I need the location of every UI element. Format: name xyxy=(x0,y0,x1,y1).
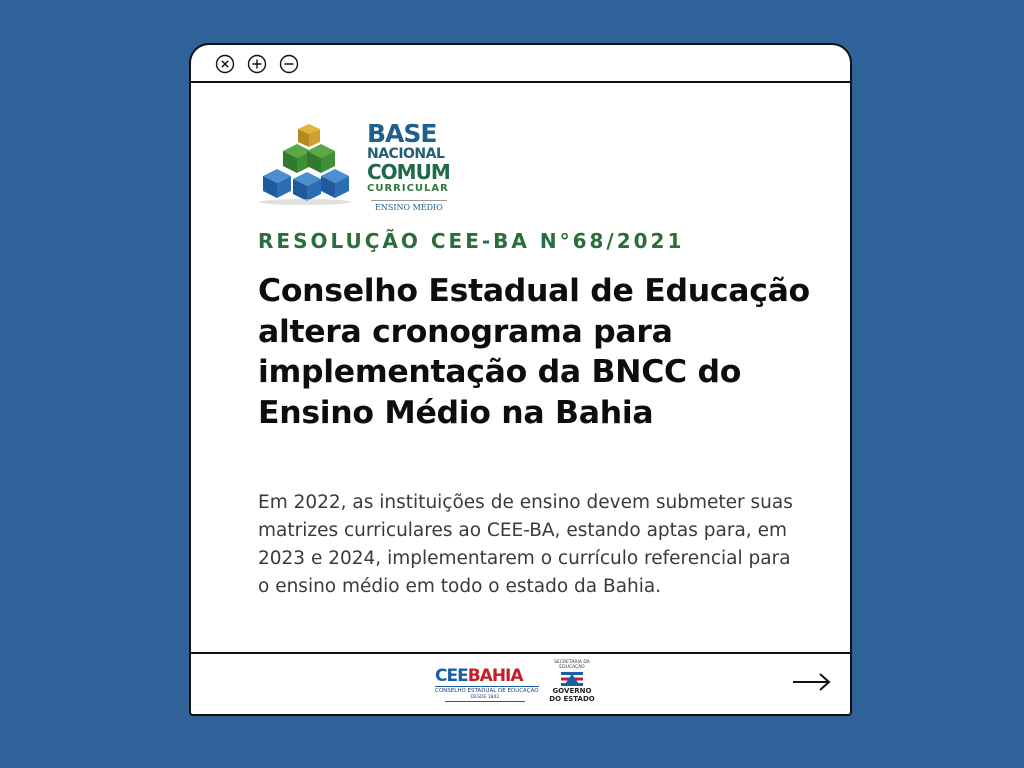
bncc-logo-text xyxy=(367,121,467,214)
bahia-flag-icon xyxy=(561,672,583,686)
post-footer xyxy=(191,652,850,714)
arrow-right-icon xyxy=(791,670,833,694)
cubes-icon xyxy=(249,121,359,205)
plus-icon xyxy=(247,54,267,74)
minus-icon xyxy=(279,54,299,74)
article-kicker: RESOLUÇÃO CEE-BA N°68/2021 xyxy=(258,229,685,253)
logo-line-ensino-medio: ENSINO MÉDIO xyxy=(371,200,447,213)
close-icon xyxy=(215,54,235,74)
article-body: Em 2022, as instituições de ensino devem submeter suas matrizes curriculares ao CEE-BA, estando aptas para, em 2023 e 2024, implementarem o currículo referencial para o ensino médio em todo o estado da Bahia. xyxy=(258,492,793,597)
cee-logo-cee: CEE xyxy=(435,666,468,686)
article-title: Conselho Estadual de Educação altera cronograma para implementação da BNCC do Ensino Médio na Bahia xyxy=(258,273,810,431)
maximize-button[interactable] xyxy=(247,54,267,74)
logo-line-comum: COMUM xyxy=(367,160,450,184)
post-content xyxy=(191,83,850,652)
bncc-logo xyxy=(249,119,461,212)
cee-logo-since: DESDE 1842 xyxy=(445,695,525,702)
cee-bahia-logo xyxy=(435,667,539,703)
minimize-button[interactable] xyxy=(279,54,299,74)
gov-title-line2: DO ESTADO xyxy=(549,695,595,703)
cee-logo-wordmark xyxy=(435,667,539,685)
cee-logo-bahia: BAHIA xyxy=(467,666,523,686)
logo-line-curricular: CURRICULAR xyxy=(367,183,449,194)
gov-secretaria-label: SECRETARIA DA EDUCAÇÃO xyxy=(554,660,590,670)
logo-line-nacional: NACIONAL xyxy=(367,146,445,162)
post-window xyxy=(189,43,852,716)
close-button[interactable] xyxy=(215,54,235,74)
next-button[interactable] xyxy=(791,670,833,694)
cee-logo-subtitle: CONSELHO ESTADUAL DE EDUCAÇÃO xyxy=(435,688,539,694)
governo-bahia-logo xyxy=(546,660,598,710)
gov-title-line1: GOVERNO xyxy=(552,687,592,695)
logo-line-base: BASE xyxy=(367,119,437,148)
title-bar xyxy=(191,45,850,83)
